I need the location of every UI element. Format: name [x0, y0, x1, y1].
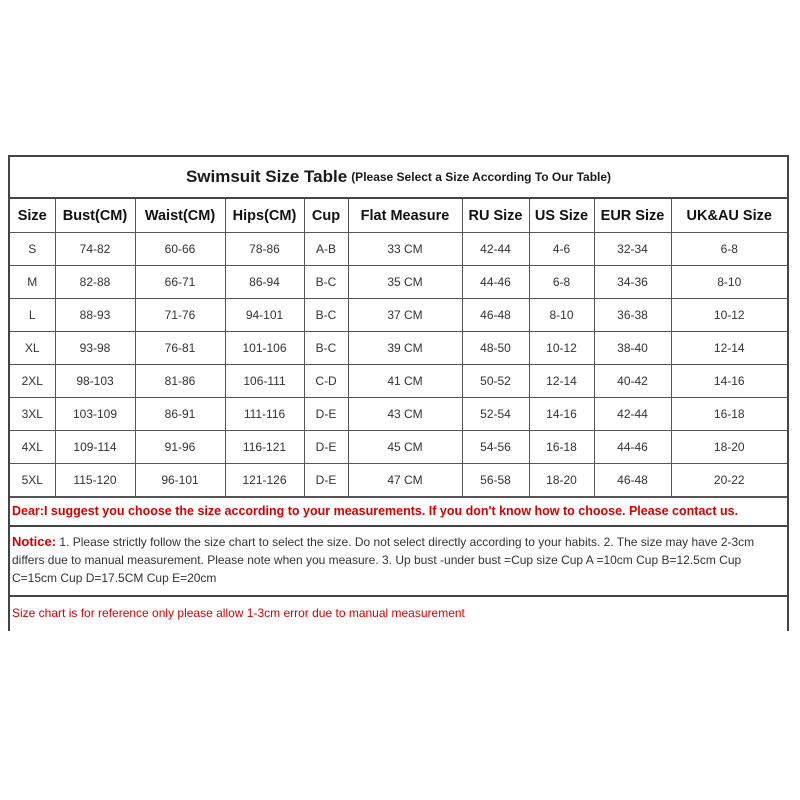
- table-cell: B-C: [304, 266, 348, 299]
- table-cell: 91-96: [135, 431, 225, 464]
- column-header: Flat Measure: [348, 199, 462, 233]
- table-cell: 16-18: [529, 431, 594, 464]
- table-cell: 86-91: [135, 398, 225, 431]
- table-cell: 46-48: [462, 299, 529, 332]
- table-cell: 54-56: [462, 431, 529, 464]
- table-cell: A-B: [304, 233, 348, 266]
- table-cell: C-D: [304, 365, 348, 398]
- table-row: [10, 464, 787, 497]
- table-cell: 44-46: [462, 266, 529, 299]
- title-subtitle: (Please Select a Size According To Our Table): [351, 170, 612, 184]
- table-cell: 39 CM: [348, 332, 462, 365]
- table-cell: 116-121: [225, 431, 304, 464]
- table-cell: M: [10, 266, 55, 299]
- table-cell: 94-101: [225, 299, 304, 332]
- table-cell: 35 CM: [348, 266, 462, 299]
- table-cell: 78-86: [225, 233, 304, 266]
- table-cell: D-E: [304, 398, 348, 431]
- table-cell: 52-54: [462, 398, 529, 431]
- table-header-row: [10, 199, 787, 233]
- table-cell: 3XL: [10, 398, 55, 431]
- table-cell: 48-50: [462, 332, 529, 365]
- column-header: Size: [10, 199, 55, 233]
- table-cell: 44-46: [594, 431, 671, 464]
- table-cell: 2XL: [10, 365, 55, 398]
- table-cell: 46-48: [594, 464, 671, 497]
- size-chart: [8, 155, 789, 631]
- table-cell: 14-16: [671, 365, 787, 398]
- table-row: [10, 332, 787, 365]
- table-row: [10, 398, 787, 431]
- table-cell: 38-40: [594, 332, 671, 365]
- table-cell: 16-18: [671, 398, 787, 431]
- table-row: [10, 266, 787, 299]
- table-cell: 47 CM: [348, 464, 462, 497]
- table-cell: B-C: [304, 299, 348, 332]
- table-cell: 12-14: [529, 365, 594, 398]
- table-row: [10, 233, 787, 266]
- table-cell: 18-20: [671, 431, 787, 464]
- table-row: [10, 365, 787, 398]
- table-cell: 88-93: [55, 299, 135, 332]
- table-cell: 121-126: [225, 464, 304, 497]
- table-title: [10, 155, 787, 199]
- title-main: Swimsuit Size Table: [185, 167, 348, 186]
- column-header: UK&AU Size: [671, 199, 787, 233]
- table-cell: 8-10: [529, 299, 594, 332]
- table-cell: 66-71: [135, 266, 225, 299]
- column-header: US Size: [529, 199, 594, 233]
- table-cell: 96-101: [135, 464, 225, 497]
- dear-message: Dear:I suggest you choose the size according to your measurements. If you don't know how to choose. Please contact us.: [10, 497, 787, 527]
- table-cell: 32-34: [594, 233, 671, 266]
- table-cell: 103-109: [55, 398, 135, 431]
- column-header: Waist(CM): [135, 199, 225, 233]
- column-header: EUR Size: [594, 199, 671, 233]
- table-cell: 33 CM: [348, 233, 462, 266]
- table-cell: 50-52: [462, 365, 529, 398]
- table-cell: D-E: [304, 431, 348, 464]
- table-cell: 86-94: [225, 266, 304, 299]
- table-cell: 71-76: [135, 299, 225, 332]
- table-cell: 115-120: [55, 464, 135, 497]
- table-cell: 41 CM: [348, 365, 462, 398]
- table-row: [10, 299, 787, 332]
- table-cell: S: [10, 233, 55, 266]
- table-cell: 101-106: [225, 332, 304, 365]
- table-cell: 4-6: [529, 233, 594, 266]
- table-cell: 111-116: [225, 398, 304, 431]
- notice-block: [10, 527, 787, 597]
- table-cell: 45 CM: [348, 431, 462, 464]
- table-cell: 34-36: [594, 266, 671, 299]
- table-cell: 93-98: [55, 332, 135, 365]
- table-cell: 6-8: [671, 233, 787, 266]
- table-cell: 82-88: [55, 266, 135, 299]
- table-cell: 76-81: [135, 332, 225, 365]
- table-cell: 37 CM: [348, 299, 462, 332]
- table-cell: 81-86: [135, 365, 225, 398]
- table-row: [10, 431, 787, 464]
- table-cell: 98-103: [55, 365, 135, 398]
- table-cell: 56-58: [462, 464, 529, 497]
- size-table: [10, 199, 787, 497]
- table-cell: XL: [10, 332, 55, 365]
- column-header: RU Size: [462, 199, 529, 233]
- table-cell: B-C: [304, 332, 348, 365]
- table-cell: D-E: [304, 464, 348, 497]
- table-cell: 43 CM: [348, 398, 462, 431]
- notice-text: 1. Please strictly follow the size chart to select the size. Do not select directly according to your habits. 2. The size may have 2-3cm differs due to manual measurement. Please note when you measure. 3. Up bust -under bust =Cup size Cup A =10cm Cup B=12.5cm Cup C=15cm Cup D=17.5CM Cup E=20cm: [12, 535, 755, 585]
- table-cell: 10-12: [671, 299, 787, 332]
- notice-label: Notice:: [12, 534, 57, 549]
- reference-note: Size chart is for reference only please allow 1-3cm error due to manual measurement: [12, 606, 465, 620]
- table-cell: 14-16: [529, 398, 594, 431]
- table-body: [10, 233, 787, 497]
- table-cell: 5XL: [10, 464, 55, 497]
- table-cell: L: [10, 299, 55, 332]
- table-cell: 106-111: [225, 365, 304, 398]
- column-header: Bust(CM): [55, 199, 135, 233]
- table-cell: 18-20: [529, 464, 594, 497]
- column-header: Hips(CM): [225, 199, 304, 233]
- table-cell: 4XL: [10, 431, 55, 464]
- table-cell: 12-14: [671, 332, 787, 365]
- table-cell: 40-42: [594, 365, 671, 398]
- table-cell: 10-12: [529, 332, 594, 365]
- table-cell: 20-22: [671, 464, 787, 497]
- column-header: Cup: [304, 199, 348, 233]
- table-cell: 42-44: [594, 398, 671, 431]
- table-cell: 109-114: [55, 431, 135, 464]
- table-cell: 6-8: [529, 266, 594, 299]
- table-cell: 60-66: [135, 233, 225, 266]
- table-cell: 74-82: [55, 233, 135, 266]
- table-cell: 36-38: [594, 299, 671, 332]
- table-cell: 8-10: [671, 266, 787, 299]
- table-cell: 42-44: [462, 233, 529, 266]
